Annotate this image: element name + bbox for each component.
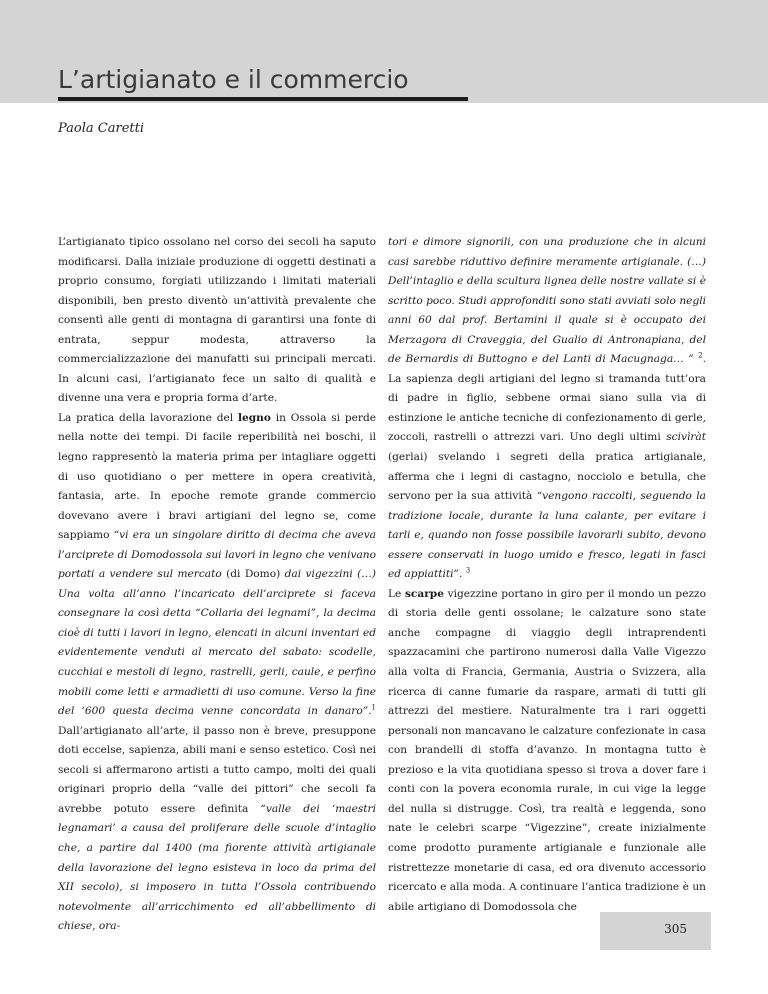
quotation: scivìràt (666, 431, 706, 444)
footnote-ref: 1 (371, 703, 376, 712)
text-run: Le (388, 587, 405, 600)
text-column-right (388, 233, 706, 917)
column-body (58, 233, 376, 937)
text-column-left (58, 233, 376, 937)
quotation: “valle dei ‘maestri legnamari’ a causa del proliferare delle scuole d’intaglio che, a partire dal 1400 (ma fiorente attività artigianale della lavorazione del legno esisteva in loco da prima del XII secolo), si imposero in tutta l’Ossola contribuendo notevolmente all’arricchimento ed all’abbellimento di chiese, ora- (58, 802, 376, 933)
text-run: L’artigianato tipico ossolano nel corso dei secoli ha saputo modificarsi. Dalla iniziale produzione di oggetti destinati a proprio consumo, forgiati utilizzando i limitati materiali disponibili, ben presto diventò un’attività prevalente che consentì alle genti di montagna di garantirsi una fonte di entrata, seppur modesta, attraverso la commercializzazione dei manufatti sui principali mercati. In alcuni casi, l’artigianato fece un salto di qualità e divenne una vera e propria forma d’arte. (58, 236, 376, 405)
quotation: “vi era un singolare diritto di decima che aveva l’arciprete di Domodossola sui lavori in legno che venivano portati a vendere sul mercato (58, 529, 376, 581)
text-run: Dall’artigianato all’arte, il passo non è breve, presuppone doti eccelse, sapienza, abili mani e senso estetico. Così nei secoli si affermarono artisti a tutto campo, molti dei quali originari proprio della “valle dei pittori” che secoli fa avrebbe potuto essere definita (58, 724, 376, 815)
bold-term: legno (237, 411, 271, 424)
text-run: in Ossola si perde nella notte dei tempi. Di facile reperibilità nei boschi, il legno rappresentò la materia prima per intagliare oggetti di uso quotidiano o per mettere in opera creatività, fantasia, arte. In epoche remote grande commercio dovevano avere i bravi artigiani del legno se, come sappiamo (58, 411, 377, 542)
quotation: dai vigezzini (…) Una volta all’anno l’incaricato dell’arciprete si faceva consegnare la così detta “Collaria dei legnami”, la decima cioè di tutti i lavori in legno, elencati in alcuni inventari ed evidentemente venduti al mercato del sabato: scodelle, cucchiai e mestoli di legno, rastrelli, gerli, caule, e perfino mobili come letti e armadietti di uso comune. Verso la fine del ‘600 questa decima venne concordata in danaro”. (58, 568, 376, 718)
text-run: (gerlai) svelando i segreti della pratica artigianale, afferma che i legni di castagno, nocciolo e betulla, che servono per la sua attività (388, 451, 706, 503)
title-underline (58, 97, 468, 101)
page-number: 305 (664, 922, 687, 936)
text-run: La pratica della lavorazione del (58, 411, 238, 424)
text-run: vigezzine portano in giro per il mondo un pezzo di storia delle genti ossolane; le calzature sono state anche compagne di viaggio degli intraprendenti spazzacamini che partirono numerosi dalla Valle Vigezzo alla volta di Francia, Germania, Austria o Svizzera, alla ricerca di canne fumarie da raspare, armati di tutti gli attrezzi del mestiere. Naturalmente tra i rari oggetti personali non mancavano le calzature confezionate in casa con brandelli di stoffa d’avanzo. In montagna tutto è prezioso e la vita quotidiana spesso si trova a dover fare i conti con la povera economia rurale, in cui vige la legge del nulla si distrugge. Così, tra realtà e leggenda, sono nate le celebri scarpe “Vigezzine”, create inizialmente come prodotto puramente artigianale e funzionale alle ristrettezze monetarie di casa, ed ora divenuto accessorio ricercato e alla moda. A continuare l’antica tradizione è un abile artigiano di Domodossola che (388, 587, 707, 913)
page-title: L’artigianato e il commercio (58, 65, 409, 94)
bold-term: scarpe (404, 587, 444, 600)
column-body (388, 233, 706, 917)
text-run: . La sapienza degli artigiani del legno si tramanda tutt’ora di padre in figlio, sebbene ormai siano sulla via di estinzione le antiche tecniche di confezionamento di gerle, zoccoli, rastrelli o attrezzi vari. Uno degli ultimi (388, 353, 706, 444)
text-run: . (458, 568, 466, 581)
page-number-box (600, 912, 711, 950)
footnote-ref: 2 (698, 351, 703, 360)
text-run: (di Domo) (221, 568, 285, 581)
author-name: Paola Caretti (58, 121, 144, 136)
quotation: “vengono raccolti, seguendo la tradizione locale, durante la luna calante, per evitare i tarli e, quando non fosse possibile lavorarli subito, devono essere conservati in luogo umido e fresco, legati in fasci ed appiattiti” (388, 490, 707, 581)
footnote-ref: 3 (465, 566, 471, 575)
quotation: tori e dimore signorili, con una produzione che in alcuni casi sarebbe riduttivo definire meramente artigianale. (…) Dell’intaglio e della scultura lignea delle nostre vallate si è scritto poco. Studi approfonditi sono stati avviati solo negli anni 60 dal prof. Bertamini il quale si è occupato dei Merzagora di Craveggia, del Gualio di Antronapiana, del de Bernardis di Buttogno e del Lanti di Macugnaga… ” (388, 236, 706, 366)
